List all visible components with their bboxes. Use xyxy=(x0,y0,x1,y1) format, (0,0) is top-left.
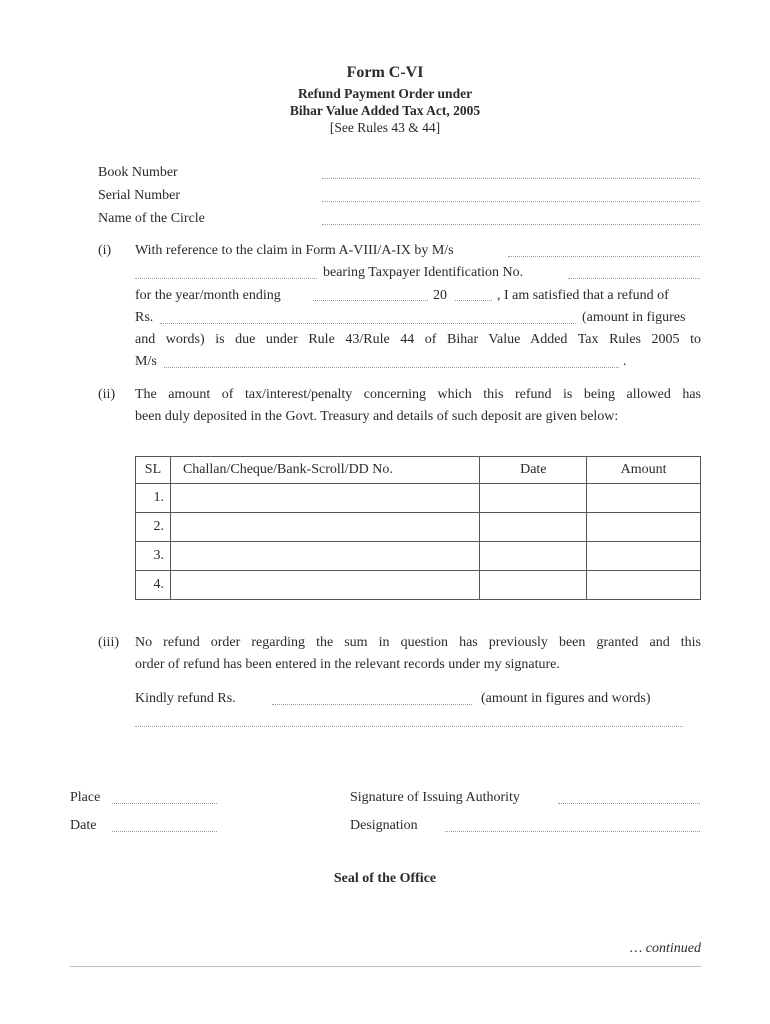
challan-cell[interactable] xyxy=(170,513,479,542)
rules-reference: [See Rules 43 & 44] xyxy=(329,120,441,135)
para1-line4a: Rs. xyxy=(135,310,154,325)
para1-line2: bearing Taxpayer Identification No. xyxy=(323,265,524,280)
year-suffix-field[interactable] xyxy=(455,300,492,301)
challan-cell[interactable] xyxy=(170,571,479,600)
date-cell[interactable] xyxy=(480,484,587,513)
deposit-details-table xyxy=(135,456,701,600)
row-serial: 2. xyxy=(136,513,171,542)
serial-number-label: Serial Number xyxy=(98,188,181,203)
para1-line3c: , I am satisfied that a refund of xyxy=(497,288,669,303)
year-month-field[interactable] xyxy=(313,300,428,301)
signature-label: Signature of Issuing Authority xyxy=(350,790,520,805)
kindly-refund-amount-field[interactable] xyxy=(272,704,472,705)
para1-line1: With reference to the claim in Form A-VIII/A-IX by M/s xyxy=(135,243,454,258)
column-header-sl: SL xyxy=(136,457,171,484)
signature-field[interactable] xyxy=(558,803,700,804)
amount-in-words-field[interactable] xyxy=(135,726,683,727)
claimant-name-field[interactable] xyxy=(508,256,700,257)
circle-name-label: Name of the Circle xyxy=(98,211,205,226)
amount-cell[interactable] xyxy=(587,484,701,513)
para1-line3a: for the year/month ending xyxy=(135,288,281,303)
date-label: Date xyxy=(70,818,97,833)
designation-label: Designation xyxy=(350,818,418,833)
table-row xyxy=(136,513,701,542)
para3-line1: No refund order regarding the sum in question has previously been granted and this xyxy=(135,635,701,650)
designation-field[interactable] xyxy=(445,831,700,832)
form-subtitle-line2: Bihar Value Added Tax Act, 2005 xyxy=(289,103,481,118)
tin-field[interactable] xyxy=(568,278,700,279)
payee-name-field[interactable] xyxy=(164,367,619,368)
amount-cell[interactable] xyxy=(587,571,701,600)
para1-line5: and words) is due under Rule 43/Rule 44 of Bihar Value Added Tax Rules 2005 to xyxy=(135,332,701,347)
refund-amount-field[interactable] xyxy=(160,323,576,324)
para2-line1: The amount of tax/interest/penalty concerning which this refund is being allowed has xyxy=(135,387,701,402)
date-cell[interactable] xyxy=(480,542,587,571)
continued-note: … continued xyxy=(629,941,701,956)
date-cell[interactable] xyxy=(480,513,587,542)
row-serial: 4. xyxy=(136,571,171,600)
para1-number: (i) xyxy=(98,243,112,258)
column-header-amount: Amount xyxy=(587,457,701,484)
kindly-refund-note: (amount in figures and words) xyxy=(481,691,651,706)
para1-line3b: 20 xyxy=(433,288,447,303)
date-cell[interactable] xyxy=(480,571,587,600)
table-row xyxy=(136,571,701,600)
seal-label: Seal of the Office xyxy=(333,871,437,886)
table-row xyxy=(136,542,701,571)
form-subtitle-line1: Refund Payment Order under xyxy=(297,86,473,101)
book-number-label: Book Number xyxy=(98,165,178,180)
amount-cell[interactable] xyxy=(587,513,701,542)
form-title: Form C-VI xyxy=(346,64,424,81)
para1-line4b: (amount in figures xyxy=(582,310,686,325)
table-row xyxy=(136,484,701,513)
place-field[interactable] xyxy=(112,803,217,804)
row-serial: 1. xyxy=(136,484,171,513)
date-field[interactable] xyxy=(112,831,217,832)
bottom-divider xyxy=(70,966,701,967)
para1-line6a: M/s xyxy=(135,354,157,369)
para2-number: (ii) xyxy=(98,387,116,402)
challan-cell[interactable] xyxy=(170,484,479,513)
row-serial: 3. xyxy=(136,542,171,571)
para1-line6b: . xyxy=(623,354,627,369)
serial-number-field[interactable] xyxy=(322,201,700,202)
table-header-row xyxy=(136,457,701,484)
place-label: Place xyxy=(70,790,101,805)
book-number-field[interactable] xyxy=(322,178,700,179)
challan-cell[interactable] xyxy=(170,542,479,571)
amount-cell[interactable] xyxy=(587,542,701,571)
circle-name-field[interactable] xyxy=(322,224,700,225)
para2-line2: been duly deposited in the Govt. Treasury and details of such deposit are given below: xyxy=(135,409,619,424)
para3-number: (iii) xyxy=(98,635,119,650)
para3-line2: order of refund has been entered in the relevant records under my signature. xyxy=(135,657,560,672)
column-header-date: Date xyxy=(480,457,587,484)
kindly-refund-label: Kindly refund Rs. xyxy=(135,691,236,706)
column-header-challan: Challan/Cheque/Bank-Scroll/DD No. xyxy=(170,457,479,484)
claimant-name-continued-field[interactable] xyxy=(135,278,317,279)
